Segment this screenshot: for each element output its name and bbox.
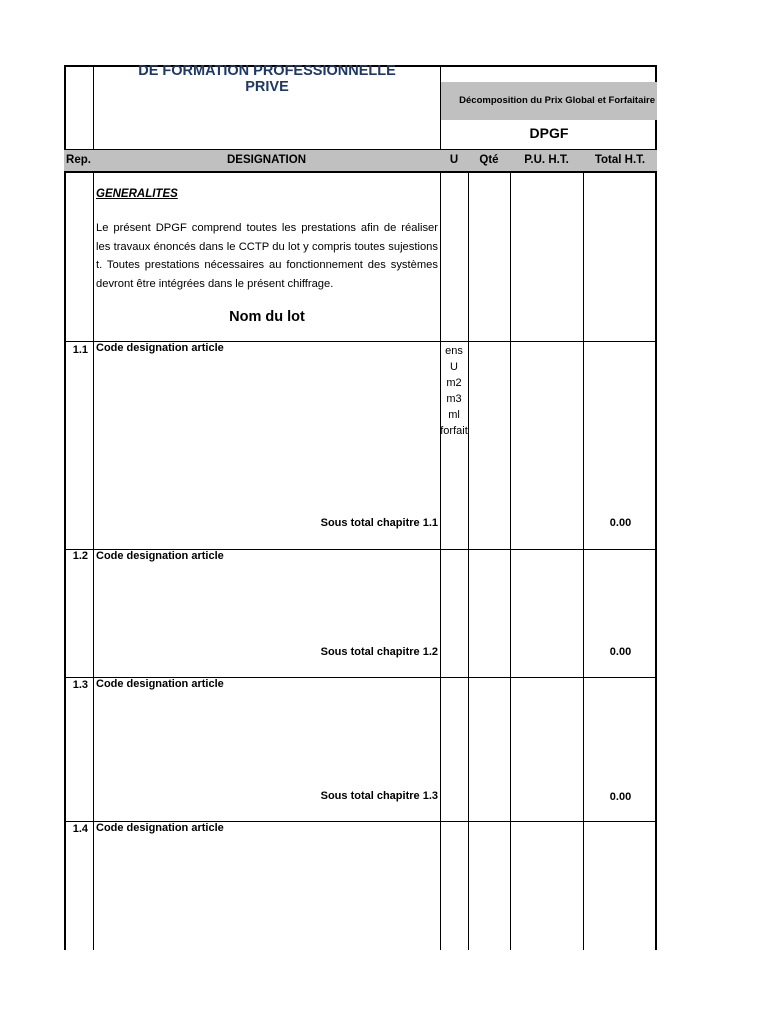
title-line-2: PRIVE xyxy=(245,79,289,95)
col-header-total: Total H.T. xyxy=(594,154,646,166)
chapter-subtotal-value: 0.00 xyxy=(609,791,632,803)
col-header-unit: U xyxy=(449,154,459,166)
generalites-text: Le présent DPGF comprend toutes les prestations afin de réaliser les travaux énoncés dans le CCTP du lot y compris toutes sujestions t. Toutes prestations nécessaires au fonctionnement des systèmes devront être intégrées dans le présent chiffrage. xyxy=(96,222,438,291)
decomposition-label: Décomposition du Prix Global et Forfaitaire xyxy=(459,95,655,106)
col-divider-designation xyxy=(440,65,441,950)
col-divider-rep xyxy=(93,65,94,950)
unit-item: ml xyxy=(448,409,460,421)
generalites-title: GENERALITES xyxy=(96,188,178,200)
dpgf-label: DPGF xyxy=(529,125,569,141)
unit-item: ens xyxy=(445,345,463,357)
chapter-rep: 1.2 xyxy=(72,550,88,562)
title-line-1: DE FORMATION PROFESSIONNELLE xyxy=(138,63,396,79)
header-bottom-line xyxy=(64,171,657,173)
chapter-rep: 1.1 xyxy=(72,344,88,356)
chapter-rep: 1.3 xyxy=(72,679,88,691)
chapter-subtotal-value: 0.00 xyxy=(609,646,632,658)
unit-item: U xyxy=(450,361,458,373)
chapter-subtotal-label: Sous total chapitre 1.1 xyxy=(320,517,438,529)
unit-item: m2 xyxy=(446,377,462,389)
chapter-article: Code designation article xyxy=(96,822,224,834)
chapter-article: Code designation article xyxy=(96,678,224,690)
col-divider-pu xyxy=(583,150,584,950)
chapter-subtotal-label: Sous total chapitre 1.3 xyxy=(320,790,438,802)
unit-item: m3 xyxy=(446,393,462,405)
col-header-designation: DESIGNATION xyxy=(226,154,306,166)
document-title xyxy=(94,63,440,95)
chapter-article: Code designation article xyxy=(96,342,224,354)
lot-name: Nom du lot xyxy=(229,309,305,325)
col-header-qty: Qté xyxy=(479,154,499,166)
left-border xyxy=(64,65,66,950)
chapter-article: Code designation article xyxy=(96,550,224,562)
chapter-subtotal-label: Sous total chapitre 1.2 xyxy=(320,646,438,658)
dpgf-sheet xyxy=(64,65,657,950)
right-border xyxy=(655,65,657,950)
col-header-pu: P.U. H.T. xyxy=(524,154,569,166)
units-list xyxy=(440,343,468,439)
col-divider-qty xyxy=(510,150,511,950)
decomposition-band xyxy=(441,82,657,120)
unit-item: forfait xyxy=(440,425,468,437)
col-divider-unit xyxy=(468,150,469,950)
col-header-rep: Rep. xyxy=(66,154,91,166)
chapter-rep: 1.4 xyxy=(72,823,88,835)
chapter-subtotal-value: 0.00 xyxy=(609,517,632,529)
column-header-row xyxy=(64,150,657,171)
